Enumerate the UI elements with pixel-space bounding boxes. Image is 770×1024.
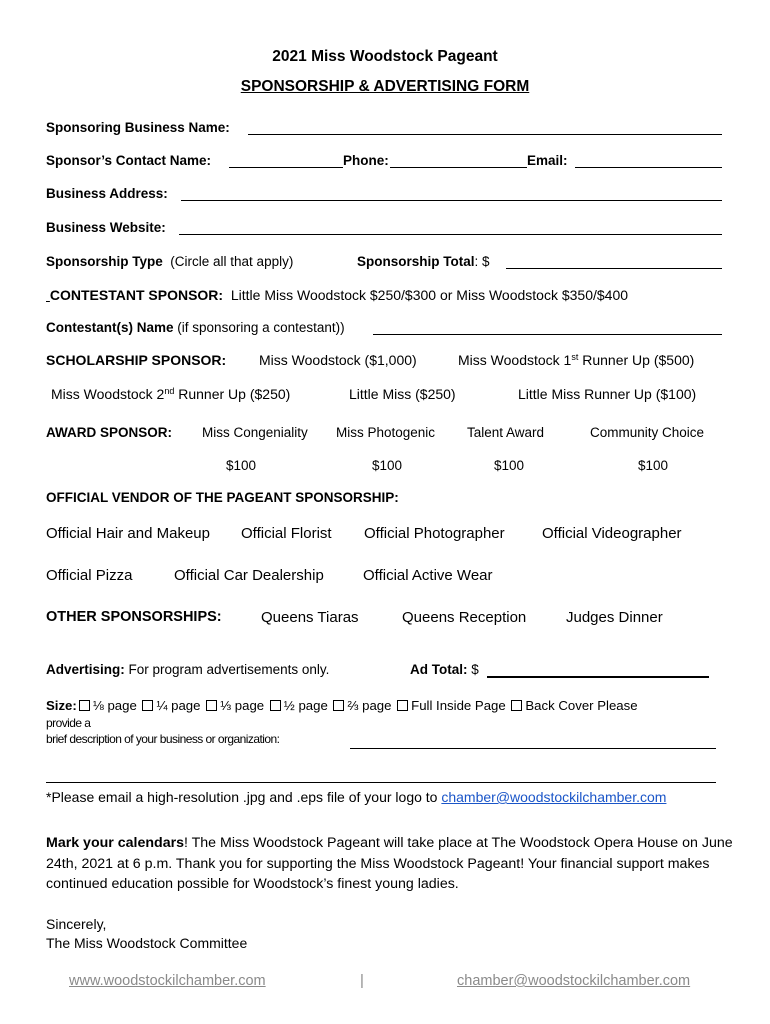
checkbox[interactable] xyxy=(142,700,153,711)
contestant-name-label: Contestant(s) Name (if sponsoring a contestant)) xyxy=(46,320,345,335)
sponsorship-type-label: Sponsorship Type (Circle all that apply) xyxy=(46,254,294,269)
scholarship-miss-option[interactable]: Miss Woodstock ($1,000) xyxy=(259,352,417,368)
sponsorship-total-field[interactable] xyxy=(506,268,722,269)
vendor-section-label: OFFICIAL VENDOR OF THE PAGEANT SPONSORSHIP: xyxy=(46,490,399,505)
award-price: $100 xyxy=(372,458,403,473)
page-title: 2021 Miss Woodstock Pageant xyxy=(272,48,498,65)
other-sponsorships-label: OTHER SPONSORSHIPS: xyxy=(46,609,222,625)
closing-sincerely: Sincerely, xyxy=(46,916,107,932)
description-field-line[interactable] xyxy=(46,782,716,783)
email-field[interactable] xyxy=(575,167,722,168)
checkbox[interactable] xyxy=(79,700,90,711)
address-field[interactable] xyxy=(181,200,722,201)
footer-website-link[interactable]: www.woodstockilchamber.com xyxy=(69,973,266,989)
ad-total-field[interactable] xyxy=(487,676,709,678)
vendor-option-photographer[interactable]: Official Photographer xyxy=(364,525,505,542)
scholarship-sponsor-label: SCHOLARSHIP SPONSOR: xyxy=(46,352,227,368)
other-option-judges-dinner[interactable]: Judges Dinner xyxy=(566,609,663,626)
description-label: brief description of your business or organization: xyxy=(46,732,280,746)
phone-label: Phone: xyxy=(343,153,389,168)
award-sponsor-label: AWARD SPONSOR: xyxy=(46,425,173,440)
chamber-email-link[interactable]: chamber@woodstockilchamber.com xyxy=(441,789,667,805)
award-option-talent[interactable]: Talent Award xyxy=(467,425,545,440)
award-option-photogenic[interactable]: Miss Photogenic xyxy=(336,425,436,440)
email-label: Email: xyxy=(527,153,568,168)
vendor-option-hair-makeup[interactable]: Official Hair and Makeup xyxy=(46,525,210,542)
business-name-label: Sponsoring Business Name: xyxy=(46,120,230,135)
business-name-field[interactable] xyxy=(248,134,722,135)
closing-signature: The Miss Woodstock Committee xyxy=(46,935,248,951)
vendor-option-florist[interactable]: Official Florist xyxy=(241,525,332,542)
description-field-line[interactable] xyxy=(350,748,716,749)
form-subtitle: SPONSORSHIP & ADVERTISING FORM xyxy=(240,78,530,95)
award-price: $100 xyxy=(638,458,669,473)
checkbox[interactable] xyxy=(270,700,281,711)
contact-name-field[interactable] xyxy=(229,167,343,168)
ad-total-label: Ad Total: $ xyxy=(410,662,479,677)
contestant-name-field[interactable] xyxy=(373,334,722,335)
checkbox[interactable] xyxy=(511,700,522,711)
ad-size-row: Size: ⅛ page ¼ page ⅓ page ½ page ⅔ page Full Inside Page Back Cover Please xyxy=(46,698,638,713)
award-option-community[interactable]: Community Choice xyxy=(590,425,705,440)
provide-text: provide a xyxy=(46,716,91,730)
other-option-reception[interactable]: Queens Reception xyxy=(402,609,527,626)
scholarship-first-runner-option[interactable]: Miss Woodstock 1st Runner Up ($500) xyxy=(458,352,695,368)
sponsorship-type-note: (Circle all that apply) xyxy=(170,254,294,269)
checkbox[interactable] xyxy=(206,700,217,711)
footer-email-link[interactable]: chamber@woodstockilchamber.com xyxy=(457,973,691,989)
scholarship-little-miss-option[interactable]: Little Miss ($250) xyxy=(349,386,456,402)
footer-separator: | xyxy=(360,972,364,989)
scholarship-second-runner-option[interactable]: Miss Woodstock 2nd Runner Up ($250) xyxy=(51,386,291,402)
contestant-sponsor-options: Little Miss Woodstock $250/$300 or Miss Woodstock $350/$400 xyxy=(230,287,629,303)
award-price: $100 xyxy=(494,458,525,473)
website-field[interactable] xyxy=(179,234,722,235)
contestant-sponsor-label: CONTESTANT SPONSOR: xyxy=(49,287,224,303)
award-option-congeniality[interactable]: Miss Congeniality xyxy=(202,425,308,440)
contact-name-label: Sponsor’s Contact Name: xyxy=(46,153,212,168)
logo-email-note: *Please email a high-resolution .jpg and .eps file of your logo to chamber@woodstockilchamber.com xyxy=(46,789,667,805)
vendor-option-car-dealership[interactable]: Official Car Dealership xyxy=(174,567,324,584)
vendor-option-active-wear[interactable]: Official Active Wear xyxy=(363,567,493,584)
phone-field[interactable] xyxy=(390,167,527,168)
website-label: Business Website: xyxy=(46,220,166,235)
scholarship-little-runner-option[interactable]: Little Miss Runner Up ($100) xyxy=(518,386,697,402)
advertising-label: Advertising: For program advertisements only. xyxy=(46,662,330,677)
checkbox[interactable] xyxy=(397,700,408,711)
address-label: Business Address: xyxy=(46,186,168,201)
calendar-paragraph: Mark your calendars! The Miss Woodstock Pageant will take place at The Woodstock Opera House on June 24th, 2021 at 6 p.m. Thank you for supporting the Miss Woodstock Pageant! Your financial support makes continued education possible for Woodstock’s finest young ladies. xyxy=(46,835,733,892)
vendor-option-pizza[interactable]: Official Pizza xyxy=(46,567,133,584)
award-price: $100 xyxy=(226,458,257,473)
vendor-option-videographer[interactable]: Official Videographer xyxy=(542,525,682,542)
other-option-tiaras[interactable]: Queens Tiaras xyxy=(261,609,359,626)
checkbox[interactable] xyxy=(333,700,344,711)
contestant-sponsor-row[interactable] xyxy=(46,287,628,303)
sponsorship-total-label: Sponsorship Total: $ xyxy=(357,254,490,269)
